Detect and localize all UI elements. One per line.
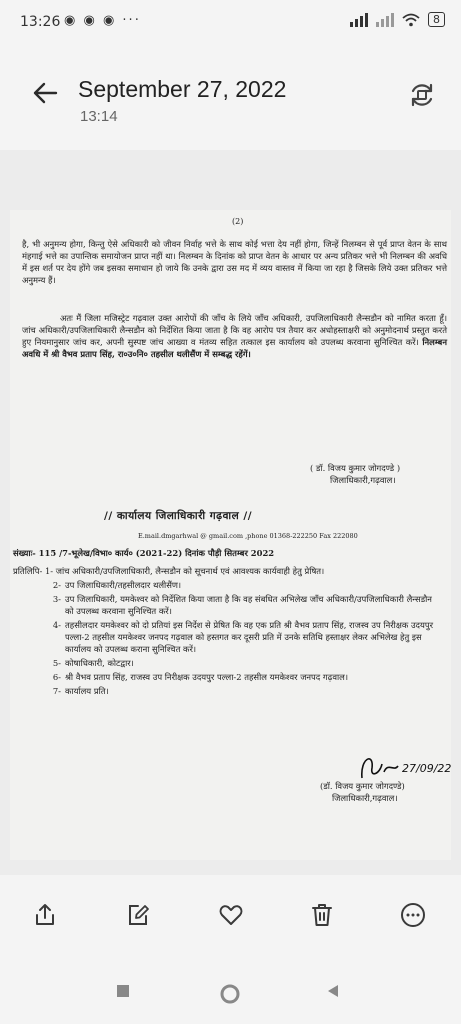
paragraph-2-text: अतः मैं जिला मजिस्ट्रेट गढ़वाल उक्त आरोपों की जाँच के लिये जाँच अधिकारी, उपजिलाधिकारी लैन्सडौन को नामित करता हूँ। जांच अधिकारी/उपजिलाधिकारी लैन्सडौन को निर्देशित किया जाता है कि वह आरोप पत्र तैयार कर अधोहस्ताक्षरी को अनुमोदनार्थ प्रस्तुत करते हुए नियमानुसार जांच कर, अपनी सुस्पष्ट जांच आख्या व मंतव्य सहित तत्काल इस कार्यालय को उपलब्ध करवाना सुनिश्चित करें। — [22, 313, 447, 347]
copy-list — [13, 565, 443, 697]
handwritten-date: 27/09/22 — [402, 762, 452, 775]
signature-1-name: ( डॉ. विजय कुमार जोगदण्डे ) — [310, 463, 401, 473]
copy-item — [13, 593, 443, 617]
copy-item-num: 7- — [52, 686, 61, 696]
system-nav-bar — [0, 975, 461, 1015]
favorite-icon[interactable] — [218, 902, 244, 928]
copy-item — [13, 619, 443, 655]
reference-line: संख्याः- 115 /7-भूलेख/विभा० कार्य० (2021-22) दिनांक पौड़ी सितम्बर 2022 — [13, 548, 275, 558]
copy-item — [13, 579, 443, 591]
status-bar — [0, 0, 461, 46]
copy-item-text: उप जिलाधिकारी/तहसीलदार थलीसैंण। — [65, 580, 182, 590]
status-time: 13:26 — [20, 14, 61, 30]
copy-item-num: 3- — [52, 594, 61, 604]
copy-item-text: कार्यालय प्रति। — [65, 686, 109, 696]
status-right — [350, 12, 445, 27]
back-arrow-icon[interactable] — [30, 78, 60, 108]
battery-icon: 8 — [428, 12, 445, 27]
page-title: September 27, 2022 — [78, 76, 287, 102]
copy-item-num: 2- — [52, 580, 61, 590]
page-number: (2) — [232, 217, 244, 226]
signature-2-name: (डॉ. विजय कुमार जोगदण्डे) — [320, 781, 405, 791]
home-icon[interactable] — [219, 983, 241, 1005]
copy-item-num: 5- — [52, 658, 61, 668]
copy-item-text: तहसीलदार यमकेश्वर को दो प्रतियां इस निर्देश से प्रेषित कि वह एक प्रति श्री वैभव प्रताप सिंह, राजस्व उप निरीक्षक उदयपुर पल्ला-2 तहसील यमकेश्वर जनपद गढ़वाल को हस्तगत कर दूसरी प्रति में उनके सतिथि हस्ताक्षर लेकर अभिलेख हेतु इस कार्यालय को उपलब्ध कराना सुनिश्चित करें। — [65, 620, 434, 654]
signal-2-icon — [376, 13, 394, 27]
copy-item-1 — [13, 565, 443, 577]
signature-2-title: जिलाधिकारी,गढ़वाल। — [332, 793, 398, 803]
paragraph-2 — [22, 312, 447, 360]
paragraph-1: है, भी अनुमन्य होगा, किन्तु ऐसे अधिकारी को जीवन निर्वाह भत्ते के साथ कोई भत्ता देय नहीं होगा, जिन्हें निलम्बन से पूर्व प्राप्त वेतन के साथ मंहगाई भत्ते का उपान्तिक समायोजन प्राप्त नहीं था। निलम्बन के दिनांक को प्राप्त वेतन के आधार पर अन्य प्रतिकर भत्ते भी निलम्बन की अवधि में इस शर्त पर देय होंगे जब इसका समाधान हो जाये कि उनके द्वारा उस मद में व्यय वास्तव में किया जा रहा है जिसके लिये उक्त प्रतिकर भत्ते अनुमन्य हैं। — [22, 239, 447, 285]
notification-icons: ◉ ◉ ◉ ··· — [64, 13, 141, 28]
signature-block-1 — [310, 462, 450, 486]
signature-block-2 — [320, 780, 450, 804]
copy-item-num: 4- — [52, 620, 61, 630]
copy-item — [13, 671, 443, 683]
wifi-icon — [402, 13, 420, 27]
copy-item-1-text: जांच अधिकारी/उपजिलाधिकारी, लैन्सडौन को सूचनार्थ एवं आवश्यक कार्यवाही हेतु प्रेषित। — [55, 566, 325, 576]
signature-1-title: जिलाधिकारी,गढ़वाल। — [330, 475, 396, 485]
top-bar — [0, 64, 461, 134]
copy-item-text: श्री वैभव प्रताप सिंह, राजस्व उप निरीक्षक उदयपुर पल्ला-2 तहसील यमकेश्वर जनपद गढ़वाल। — [65, 672, 349, 682]
copy-item — [13, 657, 443, 669]
back-nav-icon[interactable] — [325, 983, 341, 999]
page-subtitle: 13:14 — [80, 108, 118, 125]
delete-icon[interactable] — [309, 902, 335, 928]
edit-icon[interactable] — [126, 902, 152, 928]
more-icon[interactable] — [400, 902, 426, 928]
copy-label: प्रतिलिपि- 1- — [13, 566, 56, 576]
paragraph-2-bold: निलम्बन अवधि में श्री वैभव प्रताप सिंह, रा०उ०नि० तहसील थलीसैंण में सम्बद्ध रहेंगें। — [22, 337, 447, 359]
document-viewer[interactable] — [0, 150, 461, 875]
copy-item — [13, 685, 443, 697]
rotate-icon[interactable] — [407, 80, 437, 110]
office-heading: // कार्यालय जिलाधिकारी गढ़वाल // — [104, 510, 253, 522]
copy-item-num: 6- — [52, 672, 61, 682]
copy-item-text: कोषाधिकारी, कोटद्वार। — [65, 658, 134, 668]
office-contact: E.mail.dmgarhwal @ gmail.com ,phone 01368-222250 Fax 222080 — [138, 532, 358, 540]
document-page — [10, 210, 451, 860]
action-bar — [0, 890, 461, 940]
share-icon[interactable] — [32, 902, 58, 928]
recents-icon[interactable] — [115, 983, 131, 999]
signal-icon — [350, 13, 368, 27]
copy-item-text: उप जिलाधिकारी, यमकेश्वर को निर्देशित किया जाता है कि वह संबधित अभिलेख जाँच अधिकारी/उपजिलाधिकारी लैन्सडौन को उपलब्ध करवाना सुनिश्चित करें। — [65, 594, 432, 616]
